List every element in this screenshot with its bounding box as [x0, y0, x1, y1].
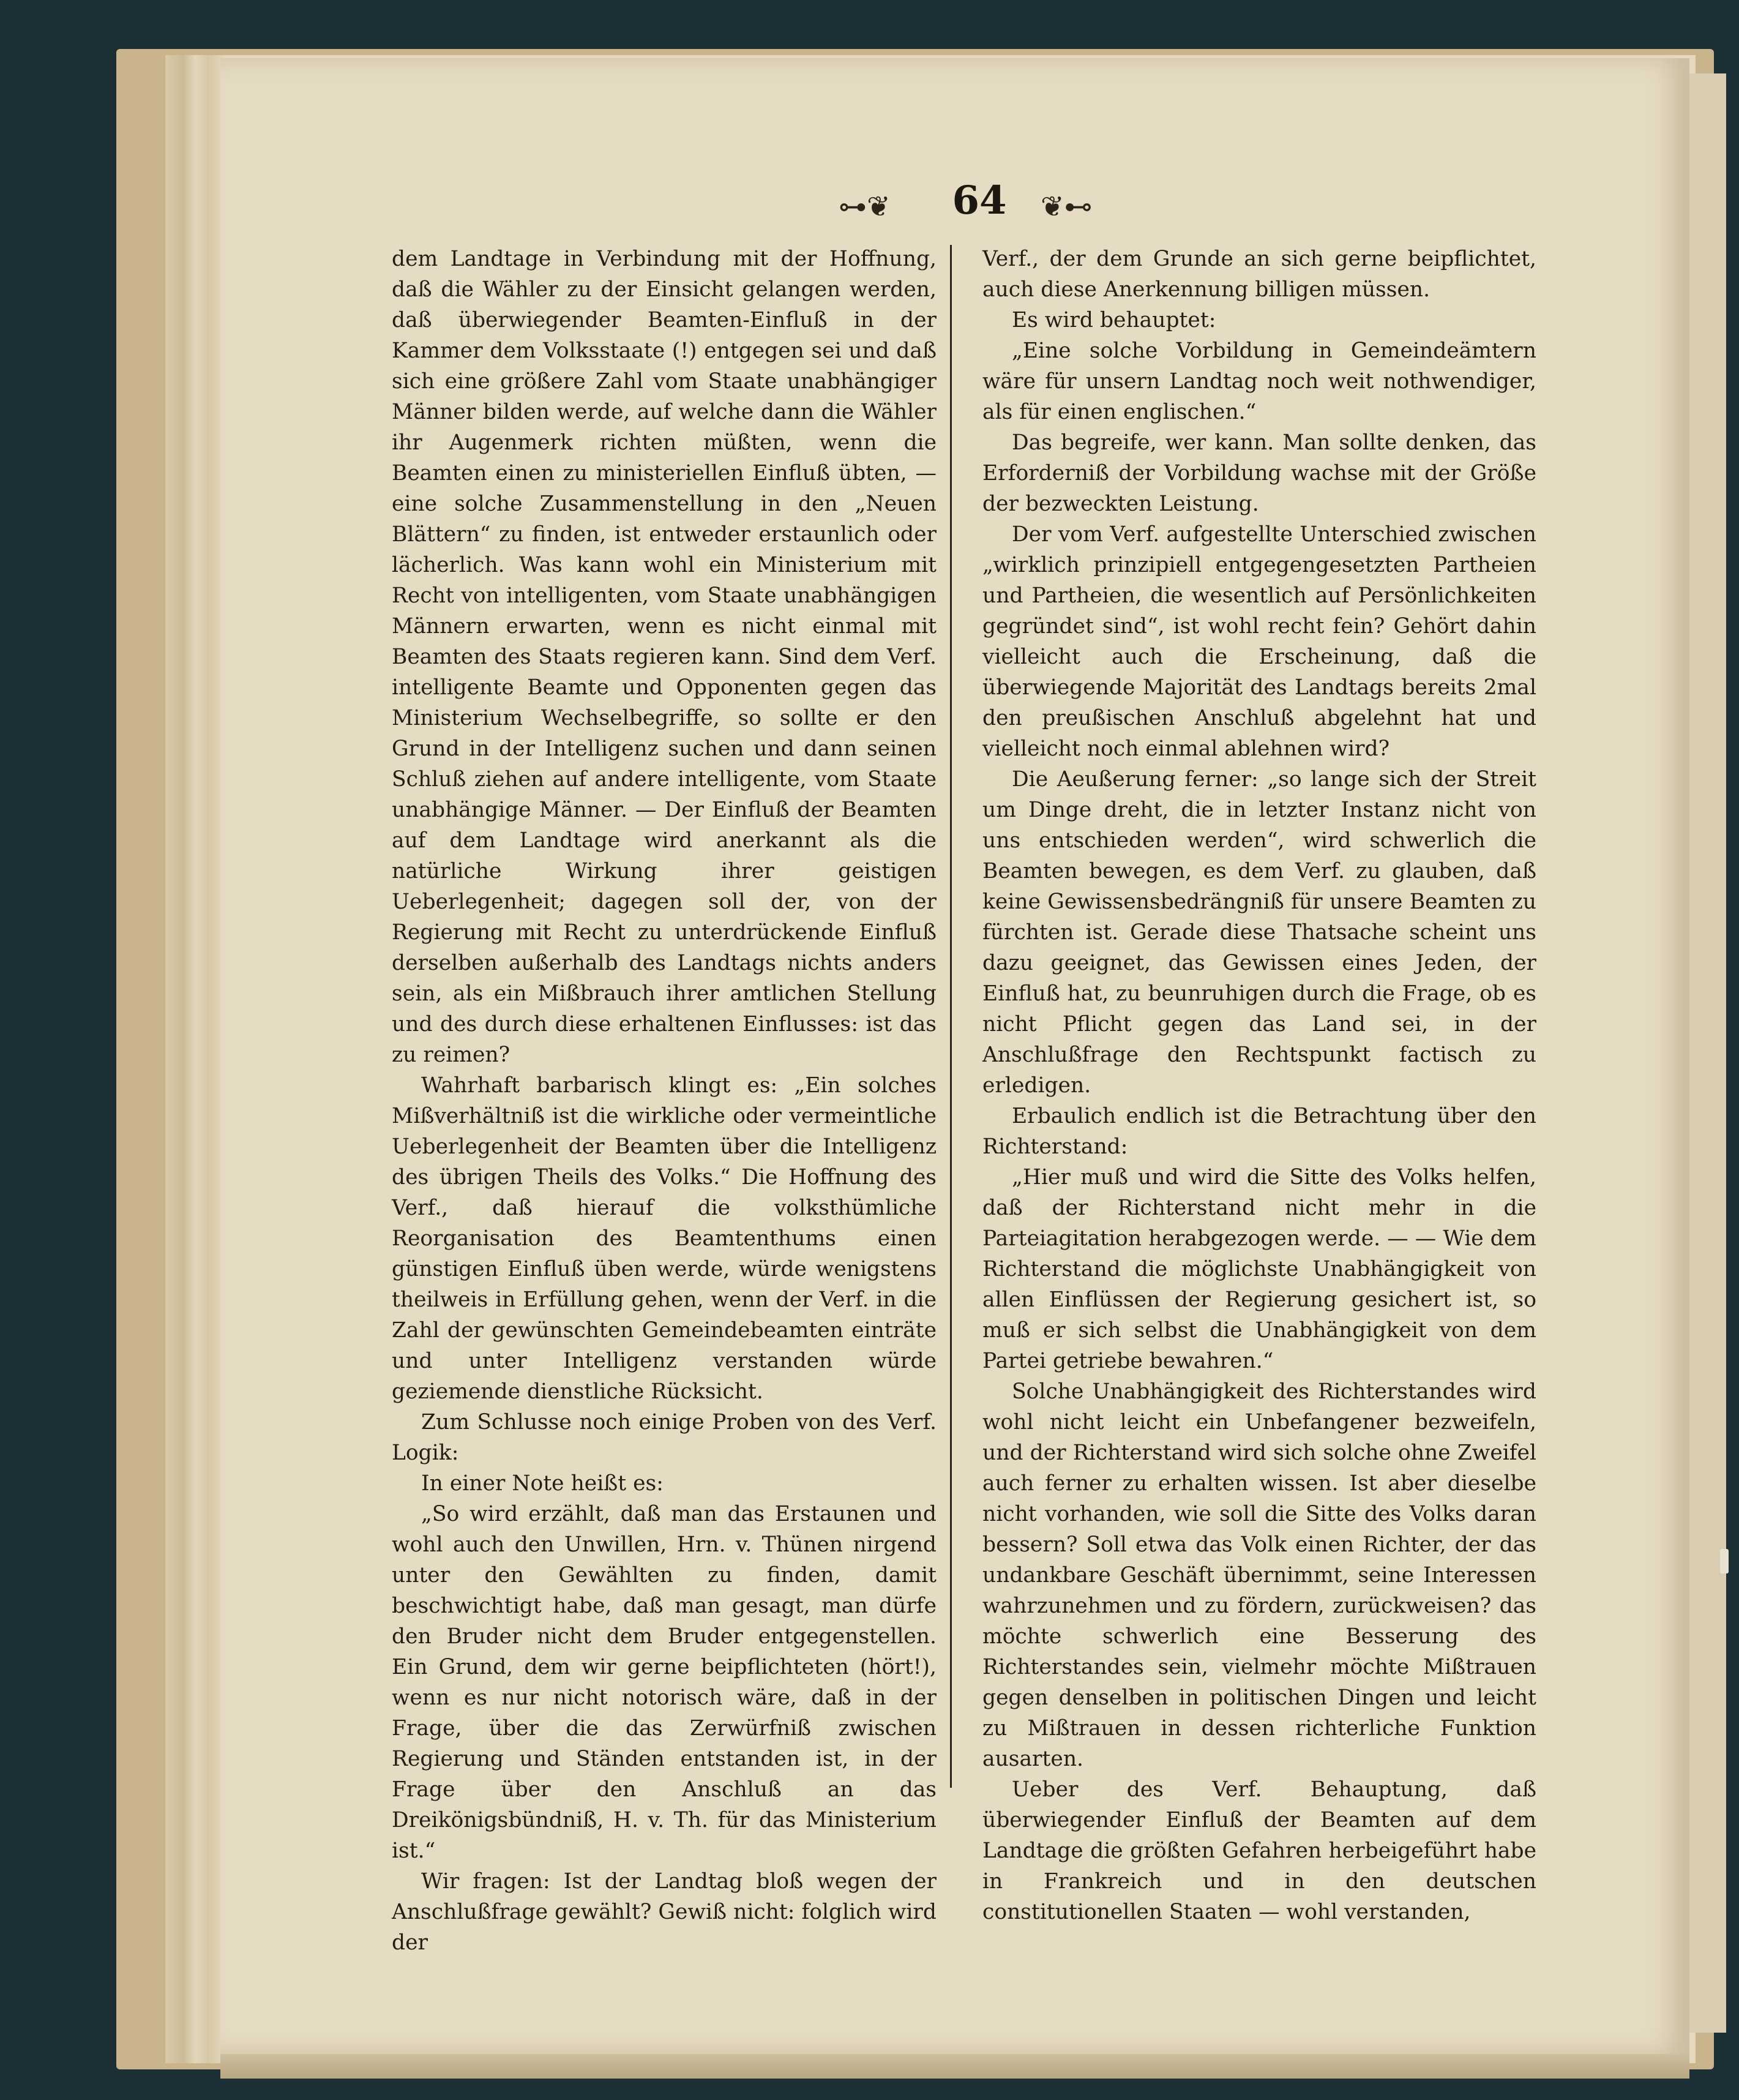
paragraph: Das begreife, wer kann. Man sollte denken, das Erforderniß der Vorbildung wachse mit der Größe der bezweckten Leistung. [982, 430, 1536, 516]
page-number: 64 [952, 178, 1007, 223]
paragraph: Erbaulich endlich ist die Betrachtung über den Richterstand: [982, 1104, 1536, 1159]
column-divider [950, 245, 952, 1788]
paragraph: Solche Unabhängigkeit des Richterstandes wird wohl nicht leicht ein Unbefangener bezweifeln, und der Richterstand wird sich solche ohne Zweifel auch ferner zu erhalten wissen. Ist aber dieselbe nicht vorhanden, wie soll die Sitte des Volks daran bessern? Soll etwa das Volk einen Richter, der das undankbare Geschäft übernimmt, seine Interessen wahrzunehmen und zu fördern, zurückweisen? das möchte schwerlich eine Besserung des Richterstandes sein, vielmehr möchte Mißtrauen gegen denselben in politischen Dingen und leicht zu Mißtrauen in dessen richterliche Funktion ausarten. [982, 1379, 1536, 1771]
paragraph: In einer Note heißt es: [421, 1471, 664, 1496]
paragraph: dem Landtage in Verbindung mit der Hoffnung, daß die Wähler zu der Einsicht gelangen werden, daß überwiegender Beamten-Einfluß in der Kammer dem Volksstaate (!) entgegen sei und daß sich eine größere Zahl vom Staate unabhängiger Männer bilden werde, auf welche dann die Wähler ihr Augenmerk richten müßten, wenn die Beamten einen zu ministeriellen Einfluß übten, — eine solche Zusammenstellung in den „Neuen Blättern“ zu finden, ist entweder erstaunlich oder lächerlich. Was kann wohl ein Ministerium mit Recht von intelligenten, vom Staate unabhängigen Männern erwarten, wenn es nicht einmal mit Beamten des Staats regieren kann. Sind dem Verf. intelligente Beamte und Opponenten gegen das Ministerium Wechselbegriffe, so sollte er den Grund in der Intelligenz suchen und dann seinen Schluß ziehen auf andere intelligente, vom Staate unabhängige Männer. — Der Einfluß der Beamten auf dem Landtage wird anerkannt als die natürliche Wirkung ihrer geistigen Ueberlegenheit; dagegen soll der, von der Regierung mit Recht zu unterdrückende Einfluß derselben außerhalb des Landtags nichts anders sein, als ein Mißbrauch ihrer amtlichen Stellung und des durch diese erhaltenen Einflusses: ist das zu reimen? [392, 247, 937, 1067]
paragraph: Der vom Verf. aufgestellte Unterschied zwischen „wirklich prinzipiell entgegengesetzten Partheien und Partheien, die wesentlich auf Persönlichkeiten gegründet sind“, ist wohl recht fein? Gehört dahin vielleicht auch die Erscheinung, daß die überwiegende Majorität des Landtags bereits 2mal den preußischen Anschluß abgelehnt hat und vielleicht noch einmal ablehnen wird? [982, 522, 1536, 761]
paragraph: Es wird behauptet: [1012, 308, 1216, 332]
paragraph: Zum Schlusse noch einige Proben von des Verf. Logik: [392, 1410, 937, 1465]
paragraph: Wir fragen: Ist der Landtag bloß wegen der Anschlußfrage gewählt? Gewiß nicht: folglich wird der [392, 1869, 937, 1955]
page-bottom-shadow [220, 2054, 1689, 2079]
right-text-column [982, 244, 1536, 1927]
paragraph: Wahrhaft barbarisch klingt es: „Ein solches Mißverhältniß ist die wirkliche oder vermeintliche Ueberlegenheit der Beamten über die Intelligenz des übrigen Theils des Volks.“ Die Hoffnung des Verf., daß hierauf die volksthümliche Reorganisation des Beamtenthums einen günstigen Einfluß üben werde, würde wenigstens theilweis in Erfüllung gehen, wenn der Verf. in die Zahl der gewünschten Gemeindebeamten einträte und unter Intelligenz verstanden würde geziemende dienstliche Rücksicht. [392, 1073, 937, 1404]
right-page-edge [1689, 73, 1726, 2033]
quotation: „So wird erzählt, daß man das Erstaunen und wohl auch den Unwillen, Hrn. v. Thünen nirgend unter den Gewählten zu finden, damit beschwichtigt habe, daß man gesagt, man dürfe den Bruder nicht dem Bruder entgegenstellen. Ein Grund, dem wir gerne beipflichteten (hört!), wenn es nur nicht notorisch wäre, daß in der Frage, über die das Zerwürfniß zwischen Regierung und Ständen entstanden ist, in der Frage über den Anschluß an das Dreikönigsbündniß, H. v. Th. für das Ministerium ist.“ [392, 1502, 937, 1863]
quotation: „Eine solche Vorbildung in Gemeindeämtern wäre für unsern Landtag noch weit nothwendiger, als für einen englischen.“ [982, 339, 1536, 424]
paragraph: Verf., der dem Grunde an sich gerne beipflichtet, auch diese Anerkennung billigen müssen. [982, 247, 1536, 302]
header-ornament-right-icon: ❦⊷ [1041, 190, 1093, 223]
quotation: „Hier muß und wird die Sitte des Volks helfen, daß der Richterstand nicht mehr in die Parteiagitation herabgezogen werde. — — Wie dem Richterstand die möglichste Unabhängigkeit von allen Einflüssen der Regierung gesichert ist, so muß er sich selbst die Unabhängigkeit von dem Partei getriebe bewahren.“ [982, 1165, 1536, 1373]
paragraph: Ueber des Verf. Behauptung, daß überwiegender Einfluß der Beamten auf dem Landtage die größten Gefahren herbeigeführt habe in Frankreich und in den deutschen constitutionellen Staaten — wohl verstanden, [982, 1777, 1536, 1924]
page-marker-tab [1720, 1549, 1729, 1573]
paragraph: Die Aeußerung ferner: „so lange sich der Streit um Dinge dreht, die in letzter Instanz nicht von uns entschieden werden“, wird schwerlich die Beamten bewegen, es dem Verf. zu glauben, daß keine Gewissensbedrängniß für unsere Beamten zu fürchten ist. Gerade diese Thatsache scheint uns dazu geeignet, das Gewissen eines Jeden, der Einfluß hat, zu beunruhigen durch die Frage, ob es nicht Pflicht gegen das Land sei, in der Anschlußfrage den Rechtspunkt factisch zu erledigen. [982, 767, 1536, 1098]
header-ornament-left-icon: ⊶❦ [839, 190, 891, 223]
left-text-column [392, 244, 937, 1958]
